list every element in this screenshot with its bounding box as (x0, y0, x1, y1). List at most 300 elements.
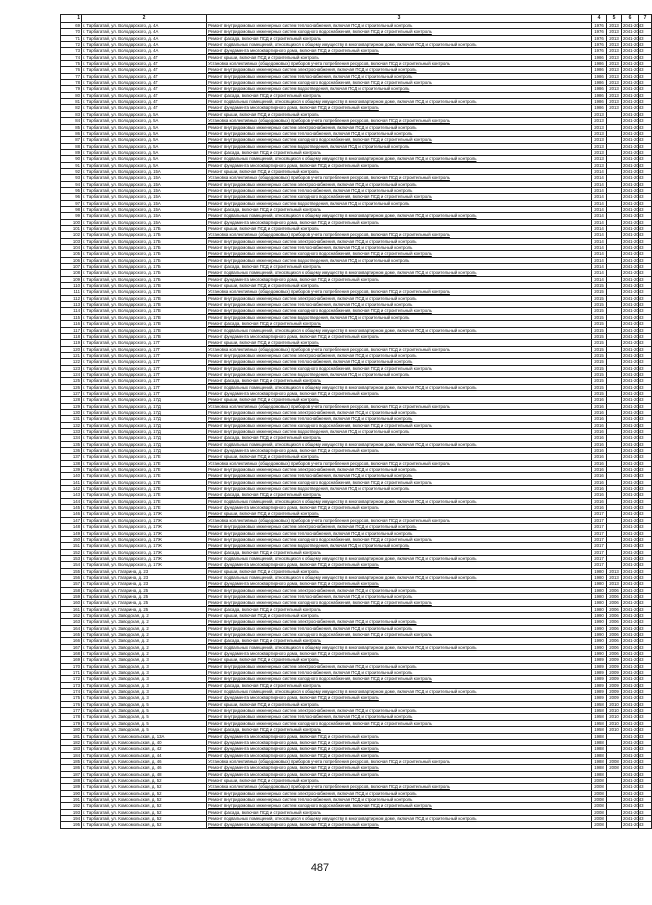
row-work-type: Ремонт фундамента многоквартирного дома, включая ПСД и строительный контроль (207, 771, 592, 777)
row-number: 78 (61, 80, 82, 86)
row-address: г. Тарбагатай, ул. Комсомольская, д. 13А (82, 733, 207, 739)
row-work-type: Ремонт внутридомовых инженерных систем теплоснабжения, включая ПСД и строительный контроль (207, 359, 592, 365)
row-planned-period: 2041-2043 (623, 606, 644, 612)
col-header-work: 3 (207, 15, 592, 23)
row-planned-period: 2041-2043 (623, 460, 644, 466)
row-planned-period: 2041-2043 (623, 213, 644, 219)
row-address: г. Тарбагатай, ул. Заводская, д. 2 (82, 612, 207, 618)
row-number: 132 (61, 422, 82, 428)
row-planned-period: 2041-2043 (623, 568, 644, 574)
row-planned-period: 2041-2043 (623, 416, 644, 422)
col-header-number: 1 (61, 15, 82, 23)
row-address: г. Тарбагатай, ул. Володарского, д. 17Д (82, 441, 207, 447)
row-number: 153 (61, 555, 82, 561)
row-planned-period: 2041-2043 (623, 543, 644, 549)
row-build-year: 2014 (592, 238, 607, 244)
row-address: г. Тарбагатай, ул. Володарского, д. 17Е (82, 498, 207, 504)
row-work-type: Ремонт фундамента многоквартирного дома, включая ПСД и строительный контроль (207, 105, 592, 111)
row-work-type: Ремонт крыши, включая ПСД и строительный контроль (207, 657, 592, 663)
row-planned-period: 2041-2043 (623, 149, 644, 155)
row-planned-period: 2041-2043 (623, 200, 644, 206)
row-address: г. Тарбагатай, ул. Заводская, д. 2 (82, 644, 207, 650)
row-build-year: 1989 (592, 657, 607, 663)
row-planned-period: 2041-2043 (623, 733, 644, 739)
row-address: г. Тарбагатай, ул. Комсомольская, д. 52 (82, 809, 207, 815)
row-build-year: 2008 (592, 803, 607, 809)
row-last-repair-year: 2013 (607, 48, 622, 54)
row-number: 130 (61, 409, 82, 415)
row-number: 98 (61, 206, 82, 212)
row-number: 94 (61, 181, 82, 187)
row-address: г. Тарбагатай, ул. Володарского, д. 17В (82, 327, 207, 333)
row-planned-period: 2041-2043 (623, 245, 644, 251)
col-header-last-repair: 5 (607, 15, 622, 23)
row-number: 177 (61, 708, 82, 714)
row-number: 185 (61, 758, 82, 764)
row-planned-period: 2041-2043 (623, 86, 644, 92)
row-build-year: 2013 (592, 130, 607, 136)
row-number: 103 (61, 238, 82, 244)
row-address: г. Тарбагатай, ул. Володарского, д. 17Б (82, 232, 207, 238)
row-build-year: 1976 (592, 23, 607, 29)
row-work-type: Ремонт подвальных помещений, относящихся к общему имуществу в многоквартирном доме, включая ПСД и строительный контроль (207, 156, 592, 162)
row-address: г. Тарбагатай, ул. Заводская, д. 3 (82, 689, 207, 695)
row-number: 155 (61, 568, 82, 574)
row-address: г. Тарбагатай, ул. Володарского, д. 17Ж (82, 536, 207, 542)
row-work-type: Ремонт фундамента многоквартирного дома, включая ПСД и строительный контроль (207, 695, 592, 701)
row-last-repair-year: 2013 (607, 105, 622, 111)
row-work-type: Ремонт фундамента многоквартирного дома, включая ПСД и строительный контроль (207, 448, 592, 454)
row-number: 107 (61, 264, 82, 270)
row-work-type: Установка коллективных (общедомовых) приборов учета потребления ресурсов, включая ПСД и строительный контроль (207, 517, 592, 523)
row-number: 169 (61, 657, 82, 663)
row-address: г. Тарбагатай, ул. Володарского, д. 5А (82, 149, 207, 155)
row-number: 84 (61, 118, 82, 124)
row-address: г. Тарбагатай, ул. Володарского, д. 4Г (82, 99, 207, 105)
row-planned-period: 2041-2043 (623, 226, 644, 231)
row-build-year: 2015 (592, 327, 607, 333)
row-build-year: 1976 (592, 42, 607, 48)
row-work-type: Ремонт фасада, включая ПСД и строительный контроль (207, 378, 592, 384)
row-work-type: Ремонт внутридомовых инженерных систем холодного водоснабжения, включая ПСД и строительный контроль (207, 803, 592, 809)
row-planned-period: 2041-2043 (623, 638, 644, 644)
row-number: 77 (61, 73, 82, 79)
row-work-type: Ремонт фундамента многоквартирного дома, включая ПСД и строительный контроль (207, 739, 592, 745)
row-last-repair-year: 2013 (607, 86, 622, 92)
row-work-type: Ремонт внутридомовых инженерных систем холодного водоснабжения, включая ПСД и строительный контроль (207, 80, 592, 86)
row-planned-period: 2041-2043 (623, 549, 644, 555)
row-work-type: Ремонт фасада, включая ПСД и строительный контроль (207, 492, 592, 498)
row-last-repair-year: 2009 (607, 676, 622, 682)
row-planned-period: 2041-2043 (623, 257, 644, 263)
row-planned-period: 2041-2043 (623, 632, 644, 637)
row-planned-period: 2041-2043 (623, 473, 644, 479)
row-build-year: 2016 (592, 460, 607, 466)
row-address: г. Тарбагатай, ул. Володарского, д. 17Б (82, 264, 207, 270)
row-address: г. Тарбагатай, ул. Володарского, д. 15А (82, 181, 207, 187)
row-address: г. Тарбагатай, ул. Заводская, д. 2 (82, 619, 207, 625)
row-address: г. Тарбагатай, ул. Заводская, д. 3 (82, 676, 207, 682)
row-number: 117 (61, 327, 82, 333)
row-build-year: 1986 (592, 92, 607, 98)
row-address: г. Тарбагатай, ул. Володарского, д. 17Е (82, 486, 207, 492)
row-work-type: Ремонт фасада, включая ПСД и строительный контроль (207, 606, 592, 612)
row-number: 135 (61, 441, 82, 447)
row-address: г. Тарбагатай, ул. Комсомольская, д. 46 (82, 758, 207, 764)
row-build-year: 2016 (592, 448, 607, 454)
row-planned-period: 2041-2043 (623, 682, 644, 688)
row-work-type: Ремонт внутридомовых инженерных систем водоотведения, включая ПСД и строительный контроль (207, 86, 592, 92)
row-address: г. Тарбагатай, ул. Заводская, д. 3 (82, 670, 207, 676)
row-work-type: Установка коллективных (общедомовых) приборов учета потребления ресурсов, включая ПСД и строительный контроль (207, 289, 592, 295)
row-address: г. Тарбагатай, ул. Володарского, д. 17Г (82, 384, 207, 390)
row-planned-period: 2041-2043 (623, 365, 644, 371)
row-address: г. Тарбагатай, ул. Володарского, д. 17Б (82, 245, 207, 251)
row-build-year: 2016 (592, 429, 607, 435)
row-number: 104 (61, 245, 82, 251)
row-work-type: Ремонт подвальных помещений, относящихся к общему имуществу в многоквартирном доме, включая ПСД и строительный контроль (207, 555, 592, 561)
row-number: 183 (61, 746, 82, 752)
row-number: 166 (61, 638, 82, 644)
row-planned-period: 2041-2043 (623, 524, 644, 530)
row-build-year: 2015 (592, 289, 607, 295)
row-build-year: 1988 (592, 758, 607, 764)
row-planned-period: 2041-2043 (623, 612, 644, 618)
row-planned-period: 2041-2043 (623, 118, 644, 124)
row-planned-period: 2041-2043 (623, 73, 644, 79)
row-planned-period: 2041-2043 (623, 314, 644, 320)
row-last-repair-year: 2009 (607, 663, 622, 669)
row-build-year: 2014 (592, 187, 607, 193)
row-build-year: 2017 (592, 562, 607, 568)
row-address: г. Тарбагатай, ул. Володарского, д. 17Д (82, 409, 207, 415)
row-address: г. Тарбагатай, ул. Комсомольская, д. 52 (82, 790, 207, 796)
row-work-type: Ремонт фасада, включая ПСД и строительный контроль (207, 727, 592, 733)
row-build-year: 2017 (592, 524, 607, 530)
row-number: 116 (61, 321, 82, 327)
row-work-type: Ремонт внутридомовых инженерных систем электроснабжения, включая ПСД и строительный контроль (207, 124, 592, 130)
row-work-type: Ремонт внутридомовых инженерных систем электроснабжения, включая ПСД и строительный контроль (207, 409, 592, 415)
row-planned-period: 2041-2043 (623, 232, 644, 238)
row-address: г. Тарбагатай, ул. Гагарина, д. 23 (82, 568, 207, 574)
row-build-year: 1986 (592, 105, 607, 111)
row-address: г. Тарбагатай, ул. Володарского, д. 5А (82, 111, 207, 117)
row-number: 122 (61, 359, 82, 365)
row-work-type: Ремонт внутридомовых инженерных систем электроснабжения, включая ПСД и строительный контроль (207, 352, 592, 358)
row-number: 156 (61, 574, 82, 580)
row-last-repair-year: 2010 (607, 708, 622, 714)
row-work-type: Ремонт крыши, включая ПСД и строительный контроль (207, 612, 592, 618)
row-build-year: 2014 (592, 226, 607, 232)
row-number: 81 (61, 99, 82, 105)
row-build-year: 2008 (592, 796, 607, 802)
row-build-year: 2017 (592, 511, 607, 517)
row-number: 154 (61, 562, 82, 568)
row-build-year: 1989 (592, 670, 607, 676)
row-build-year: 1986 (592, 86, 607, 92)
row-build-year: 1989 (592, 682, 607, 688)
row-planned-period: 2041-2043 (623, 467, 644, 473)
row-planned-period: 2041-2043 (623, 600, 644, 606)
row-address: г. Тарбагатай, ул. Комсомольская, д. 44 (82, 752, 207, 758)
row-work-type: Ремонт подвальных помещений, относящихся к общему имуществу в многоквартирном доме, включая ПСД и строительный контроль (207, 327, 592, 333)
row-address: г. Тарбагатай, ул. Заводская, д. 2 (82, 638, 207, 644)
row-work-type: Ремонт фундамента многоквартирного дома, включая ПСД и строительный контроль (207, 390, 592, 396)
row-work-type: Ремонт крыши, включая ПСД и строительный контроль (207, 397, 592, 403)
row-build-year: 2014 (592, 270, 607, 276)
row-build-year: 2015 (592, 340, 607, 346)
row-planned-period: 2041-2043 (623, 670, 644, 676)
row-build-year: 1989 (592, 689, 607, 695)
row-planned-period: 2041-2043 (623, 765, 644, 771)
row-address: г. Тарбагатай, ул. Заводская, д. 3 (82, 663, 207, 669)
row-planned-period: 2041-2043 (623, 340, 644, 346)
row-work-type: Ремонт внутридомовых инженерных систем электроснабжения, включая ПСД и строительный контроль (207, 238, 592, 244)
row-address: г. Тарбагатай, ул. Заводская, д. 5 (82, 714, 207, 720)
row-number: 86 (61, 130, 82, 136)
row-number: 79 (61, 86, 82, 92)
row-address: г. Тарбагатай, ул. Володарского, д. 4А (82, 48, 207, 54)
row-work-type: Ремонт внутридомовых инженерных систем холодного водоснабжения, включая ПСД и строительный контроль (207, 308, 592, 314)
row-work-type: Ремонт внутридомовых инженерных систем водоотведения, включая ПСД и строительный контроль (207, 143, 592, 149)
row-number: 97 (61, 200, 82, 206)
row-address: г. Тарбагатай, ул. Володарского, д. 15А (82, 213, 207, 219)
row-address: г. Тарбагатай, ул. Володарского, д. 5А (82, 143, 207, 149)
row-address: г. Тарбагатай, ул. Володарского, д. 17Е (82, 460, 207, 466)
row-number: 178 (61, 714, 82, 720)
row-work-type: Ремонт внутридомовых инженерных систем холодного водоснабжения, включая ПСД и строительный контроль (207, 536, 592, 542)
row-build-year: 1986 (592, 80, 607, 86)
row-build-year: 2016 (592, 505, 607, 511)
row-address: г. Тарбагатай, ул. Гагарина, д. 25 (82, 587, 207, 593)
row-address: г. Тарбагатай, ул. Володарского, д. 4А (82, 29, 207, 35)
row-build-year: 2016 (592, 422, 607, 428)
row-work-type: Ремонт фундамента многоквартирного дома, включая ПСД и строительный контроль (207, 746, 592, 752)
row-work-type: Установка коллективных (общедомовых) приборов учета потребления ресурсов, включая ПСД и строительный контроль (207, 758, 592, 764)
row-build-year: 1986 (592, 54, 607, 60)
row-number: 164 (61, 625, 82, 631)
row-work-type: Ремонт внутридомовых инженерных систем электроснабжения, включая ПСД и строительный контроль (207, 524, 592, 530)
row-planned-period: 2041-2043 (623, 397, 644, 403)
row-build-year: 2015 (592, 308, 607, 314)
row-build-year: 2016 (592, 409, 607, 415)
row-build-year: 1980 (592, 568, 607, 574)
row-address: г. Тарбагатай, ул. Гагарина, д. 25 (82, 606, 207, 612)
row-last-repair-year: 2010 (607, 720, 622, 726)
row-work-type: Ремонт крыши, включая ПСД и строительный контроль (207, 701, 592, 707)
row-work-type: Установка коллективных (общедомовых) приборов учета потребления ресурсов, включая ПСД и строительный контроль (207, 175, 592, 181)
row-planned-period: 2041-2043 (623, 803, 644, 809)
row-build-year: 2016 (592, 435, 607, 441)
row-number: 108 (61, 270, 82, 276)
row-build-year: 2017 (592, 517, 607, 523)
row-number: 112 (61, 295, 82, 301)
row-address: г. Тарбагатай, ул. Володарского, д. 17Д (82, 416, 207, 422)
row-build-year: 2013 (592, 156, 607, 162)
row-build-year: 2008 (592, 790, 607, 796)
row-work-type: Ремонт внутридомовых инженерных систем холодного водоснабжения, включая ПСД и строительный контроль (207, 365, 592, 371)
page-number: 487 (310, 862, 330, 874)
row-last-repair-year: 2006 (607, 625, 622, 631)
row-number: 171 (61, 670, 82, 676)
row-build-year: 2017 (592, 549, 607, 555)
row-work-type: Ремонт внутридомовых инженерных систем холодного водоснабжения, включая ПСД и строительный контроль (207, 137, 592, 143)
row-address: г. Тарбагатай, ул. Володарского, д. 17Г (82, 390, 207, 396)
row-address: г. Тарбагатай, ул. Володарского, д. 15А (82, 219, 207, 225)
row-build-year: 2015 (592, 378, 607, 384)
row-last-repair-year: 2006 (607, 632, 622, 638)
row-planned-period: 2041-2043 (623, 777, 644, 783)
row-planned-period: 2041-2043 (623, 219, 644, 225)
row-address: г. Тарбагатай, ул. Заводская, д. 5 (82, 720, 207, 726)
row-build-year: 2014 (592, 276, 607, 282)
row-planned-period: 2041-2043 (623, 61, 644, 67)
row-build-year: 1976 (592, 35, 607, 41)
row-work-type: Ремонт подвальных помещений, относящихся к общему имуществу в многоквартирном доме, включая ПСД и строительный контроль (207, 498, 592, 504)
row-build-year: 1990 (592, 651, 607, 657)
row-address: г. Тарбагатай, ул. Заводская, д. 5 (82, 701, 207, 707)
row-address: г. Тарбагатай, ул. Володарского, д. 17Д (82, 429, 207, 435)
row-number: 141 (61, 479, 82, 485)
row-work-type: Ремонт внутридомовых инженерных систем холодного водоснабжения, включая ПСД и строительный контроль (207, 194, 592, 200)
row-address: г. Тарбагатай, ул. Володарского, д. 15А (82, 206, 207, 212)
row-planned-period: 2041-2043 (623, 409, 644, 415)
row-last-repair-year: 2013 (607, 35, 622, 41)
row-last-repair-year: 2006 (607, 619, 622, 625)
row-work-type: Установка коллективных (общедомовых) приборов учета потребления ресурсов, включая ПСД и строительный контроль (207, 118, 592, 124)
row-build-year: 2008 (592, 822, 607, 828)
row-number: 127 (61, 390, 82, 396)
row-last-repair-year: 2013 (607, 54, 622, 60)
row-work-type: Ремонт внутридомовых инженерных систем теплоснабжения, включая ПСД и строительный контроль (207, 670, 592, 676)
row-address: г. Тарбагатай, ул. Володарского, д. 17Г (82, 365, 207, 371)
row-work-type: Ремонт внутридомовых инженерных систем водоотведения, включая ПСД и строительный контроль (207, 486, 592, 492)
row-address: г. Тарбагатай, ул. Володарского, д. 17В (82, 289, 207, 295)
row-number: 158 (61, 587, 82, 593)
row-build-year: 2014 (592, 181, 607, 187)
row-work-type: Ремонт внутридомовых инженерных систем теплоснабжения, включая ПСД и строительный контроль (207, 714, 592, 720)
row-build-year: 2013 (592, 111, 607, 117)
row-work-type: Ремонт внутридомовых инженерных систем электроснабжения, включая ПСД и строительный контроль (207, 619, 592, 625)
row-build-year: 2015 (592, 321, 607, 327)
row-address: г. Тарбагатай, ул. Володарского, д. 17Е (82, 473, 207, 479)
row-work-type: Ремонт фундамента многоквартирного дома, включая ПСД и строительный контроль (207, 162, 592, 168)
col-header-7: 7 (639, 15, 652, 23)
row-build-year: 2008 (592, 809, 607, 815)
row-build-year: 1958 (592, 720, 607, 726)
row-planned-period: 2041-2043 (623, 175, 644, 181)
row-build-year: 2013 (592, 149, 607, 155)
row-build-year: 2016 (592, 467, 607, 473)
row-build-year: 2015 (592, 283, 607, 289)
row-number: 194 (61, 815, 82, 821)
row-build-year: 2015 (592, 302, 607, 308)
row-number: 72 (61, 42, 82, 48)
row-number: 170 (61, 663, 82, 669)
row-work-type: Ремонт внутридомовых инженерных систем холодного водоснабжения, включая ПСД и строительный контроль (207, 29, 592, 35)
row-build-year: 1980 (592, 581, 607, 587)
row-work-type: Ремонт фасада, включая ПСД и строительный контроль (207, 809, 592, 815)
row-last-repair-year: 2010 (607, 701, 622, 707)
row-number: 139 (61, 467, 82, 473)
row-number: 181 (61, 733, 82, 739)
row-build-year: 1988 (592, 771, 607, 777)
row-work-type: Ремонт внутридомовых инженерных систем водоотведения, включая ПСД и строительный контроль (207, 543, 592, 549)
row-address: г. Тарбагатай, ул. Володарского, д. 17Г (82, 359, 207, 365)
row-address: г. Тарбагатай, ул. Володарского, д. 17Е (82, 479, 207, 485)
row-planned-period: 2041-2043 (623, 796, 644, 802)
row-build-year: 1958 (592, 701, 607, 707)
row-planned-period: 2041-2043 (623, 378, 644, 384)
row-build-year: 1990 (592, 638, 607, 644)
row-number: 110 (61, 283, 82, 289)
row-number: 90 (61, 156, 82, 162)
row-work-type: Ремонт фасада, включая ПСД и строительный контроль (207, 321, 592, 327)
row-number: 123 (61, 365, 82, 371)
row-planned-period: 2041-2043 (623, 479, 644, 485)
row-planned-period: 2041-2043 (623, 530, 644, 536)
row-build-year: 1988 (592, 733, 607, 739)
row-planned-period: 2041-2043 (623, 809, 644, 815)
row-planned-period: 2041-2043 (623, 333, 644, 339)
row-work-type: Ремонт фасада, включая ПСД и строительный контроль (207, 638, 592, 644)
row-number: 89 (61, 149, 82, 155)
row-planned-period: 2041-2043 (623, 701, 644, 707)
row-build-year: 2015 (592, 333, 607, 339)
row-build-year: 1989 (592, 663, 607, 669)
row-address: г. Тарбагатай, ул. Володарского, д. 17Г (82, 346, 207, 352)
row-last-repair-year: 2006 (607, 638, 622, 644)
row-build-year: 2008 (592, 777, 607, 783)
row-number: 145 (61, 505, 82, 511)
row-work-type: Ремонт внутридомовых инженерных систем водоотведения, включая ПСД и строительный контроль (207, 371, 592, 377)
row-planned-period: 2041-2043 (623, 511, 644, 517)
row-work-type: Ремонт внутридомовых инженерных систем электроснабжения, включая ПСД и строительный контроль (207, 790, 592, 796)
row-address: г. Тарбагатай, ул. Заводская, д. 2 (82, 625, 207, 631)
col-header-build-year: 4 (592, 15, 607, 23)
row-address: г. Тарбагатай, ул. Володарского, д. 4Г (82, 92, 207, 98)
row-work-type: Ремонт внутридомовых инженерных систем водоотведения, включая ПСД и строительный контроль (207, 257, 592, 263)
row-number: 144 (61, 498, 82, 504)
row-build-year: 2013 (592, 143, 607, 149)
row-last-repair-year: 2013 (607, 92, 622, 98)
row-number: 121 (61, 352, 82, 358)
row-number: 189 (61, 784, 82, 790)
row-number: 176 (61, 701, 82, 707)
row-work-type: Ремонт подвальных помещений, относящихся к общему имуществу в многоквартирном доме, включая ПСД и строительный контроль (207, 441, 592, 447)
row-work-type: Ремонт внутридомовых инженерных систем теплоснабжения, включая ПСД и строительный контроль (207, 130, 592, 136)
row-planned-period: 2041-2043 (623, 435, 644, 441)
row-address: г. Тарбагатай, ул. Володарского, д. 17Д (82, 403, 207, 409)
row-number: 159 (61, 593, 82, 599)
row-planned-period: 2041-2043 (623, 422, 644, 428)
row-number: 175 (61, 695, 82, 701)
row-planned-period: 2041-2043 (623, 238, 644, 244)
row-build-year: 2016 (592, 498, 607, 504)
row-planned-period: 2041-2043 (623, 48, 644, 54)
row-number: 148 (61, 524, 82, 530)
row-work-type: Ремонт фасада, включая ПСД и строительный контроль (207, 435, 592, 441)
row-work-type: Ремонт внутридомовых инженерных систем теплоснабжения, включая ПСД и строительный контроль (207, 187, 592, 193)
row-address: г. Тарбагатай, ул. Комсомольская, д. 52 (82, 777, 207, 783)
row-number: 96 (61, 194, 82, 200)
row-build-year: 2016 (592, 492, 607, 498)
row-planned-period: 2041-2043 (623, 771, 644, 777)
row-number: 184 (61, 752, 82, 758)
row-planned-period: 2041-2043 (623, 251, 644, 257)
row-work-type: Установка коллективных (общедомовых) приборов учета потребления ресурсов, включая ПСД и строительный контроль (207, 346, 592, 352)
row-number: 186 (61, 765, 82, 771)
